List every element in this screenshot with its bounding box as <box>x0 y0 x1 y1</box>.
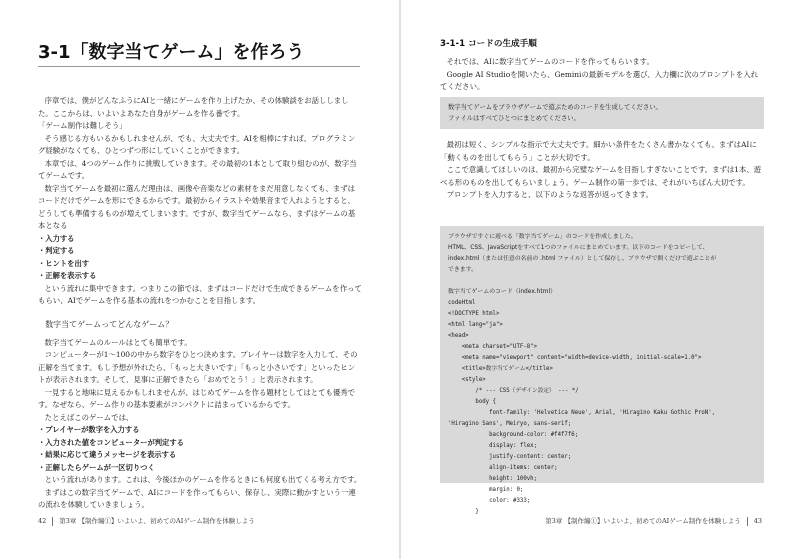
code-line: color: #333; <box>448 498 531 504</box>
book-gutter <box>399 0 401 559</box>
code-line: <head> <box>448 333 469 339</box>
code-line: display: flex; <box>448 443 538 449</box>
code-line: 'Hiragino Sans', Meiryo, sans-serif; <box>448 421 572 427</box>
prompt-line: 数字当てゲームをブラウザゲームで遊ぶためのコードを生成してください。 <box>448 104 662 111</box>
response-box <box>440 226 764 515</box>
footer-chapter-title: 【制作編①】いよいよ、初めてのAIゲーム制作を体験しよう <box>564 517 741 525</box>
code-line: body { <box>448 399 496 405</box>
bullet-item: ・ 正解を表示する <box>38 270 362 283</box>
response-note: HTML、CSS、JavaScriptをすべて1つのファイルにまとめています。以下のコードをコピーして、 <box>448 245 709 251</box>
page-number: 42 <box>38 517 47 525</box>
paragraph: たとえばこのゲームでは、 <box>44 412 134 422</box>
code-line: height: 100vh; <box>448 476 538 482</box>
response-note: index.html（または任意の名前の .html ファイル）として保存し、ブラウザで開くだけで遊ぶことが <box>448 256 717 262</box>
paragraph: ここで意識してほしいのは、最初から完璧なゲームを目指しすぎないことです。まずは1本、遊べる形のものを出してもらいましょう。ゲーム制作の第一歩では、それがいちばん大切です。 <box>440 165 762 187</box>
paragraph: Google AI Studioを開いたら、Geminiの最新モデルを選び、入力欄に次のプロンプトを入れてください。 <box>440 69 759 91</box>
paragraph: という流れがあります。これは、今後ほかのゲームを作るときにも何度も出てくる考え方です。 <box>44 475 362 484</box>
paragraph: そう感じる方もいるかもしれませんが、でも、大丈夫です。AIを相棒にすれば、プログラミング経験がなくても、ひとつずつ形にしていくことができます。 <box>38 133 356 155</box>
code-line: <meta charset="UTF-8"> <box>448 344 538 350</box>
bullet-item: ・ 入力された値をコンピューターが判定する <box>38 437 362 450</box>
code-line: <html lang="ja"> <box>448 322 503 328</box>
paragraph: 一見すると地味に見えるかもしれませんが、はじめてゲームを作る題材としてはとても優秀です。なぜなら、ゲーム作りの基本要素がコンパクトに詰まっているからです。 <box>38 387 356 409</box>
right-intro <box>440 56 764 94</box>
bullet-list <box>38 424 362 474</box>
code-line: <style> <box>448 377 486 383</box>
bullet-item: ・ 入力する <box>38 233 362 246</box>
right-footer <box>545 516 762 526</box>
bullet-item: ・ 正解したらゲームが一区切りつく <box>38 462 362 475</box>
paragraph: 数字当てゲームを最初に選んだ理由は、画像や音楽などの素材をまだ用意しなくても、まずはコードだけでゲームを形にできるからです。最初からイラストや効果音まで入れようとすると、どうしても準備するものが増えてしまいます。ですが、数字当てゲームなら、まずはゲームの基本となる <box>38 183 356 230</box>
paragraph: 最初は短く、シンプルな指示で大丈夫です。細かい条件をたくさん書かなくても、まずはAIに「動くものを出してもらう」ことが大切です。 <box>440 140 757 162</box>
bullet-list <box>38 233 362 283</box>
bullet-item: ・ ヒントを出す <box>38 258 362 271</box>
title-rule <box>38 66 360 67</box>
code-line: <!DOCTYPE html> <box>448 311 500 317</box>
quote-line: 「ゲーム制作は難しそう」 <box>38 121 127 130</box>
left-footer <box>38 516 255 526</box>
response-note: できます。 <box>448 267 477 273</box>
bullet-item: ・ 判定する <box>38 245 362 258</box>
code-line: codeHtml <box>448 300 476 306</box>
paragraph: プロンプトを入力すると、以下のような返答が返ってきます。 <box>446 190 654 199</box>
code-line: align-items: center; <box>448 465 558 471</box>
prompt-line: ファイルはすべてひとつにまとめてください。 <box>448 115 580 122</box>
code-line: } <box>448 509 479 515</box>
code-line: justify-content: center; <box>448 454 572 460</box>
response-note <box>448 276 756 287</box>
paragraph: それでは、AIに数字当てゲームのコードを作ってもらいます。 <box>446 57 654 66</box>
paragraph: コンピューターが1〜100の中から数字をひとつ決めます。プレイヤーは数字を入力して、その正解を当てます。もし予想が外れたら、「もっと大きいです」「もっと小さいです」といったヒントが表示されます。そして、見事に正解できたら「おめでとう！」と表示されます。 <box>38 350 358 384</box>
bullet-item: ・ プレイヤーが数字を入力する <box>38 424 362 437</box>
section-title: 3-1「数字当てゲーム」を作ろう <box>38 42 305 63</box>
code-line: <title>数字当てゲーム</title> <box>448 366 553 372</box>
paragraph: 数字当てゲームのルールはとても簡単です。 <box>44 337 192 347</box>
footer-divider <box>52 517 53 526</box>
prompt-box <box>440 97 764 129</box>
footer-chapter-title: 【制作編①】いよいよ、初めてのAIゲーム制作を体験しよう <box>78 517 255 525</box>
code-caption: 数字当てゲームのコード（index.html） <box>448 289 556 295</box>
code-line: <meta name="viewport" content="width=device-width, initial-scale=1.0"> <box>448 355 702 361</box>
right-body <box>440 139 764 202</box>
paragraph: 序章では、僕がどんなふうにAIと一緒にゲームを作り上げたか、その体験談をお話ししました。ここからは、いよいよあなた自身がゲームを作る番です。 <box>38 96 349 118</box>
code-line: background-color: #f4f7f6; <box>448 432 579 438</box>
code-line: font-family: 'Helvetica Neue', Arial, 'Hiragino Kaku Gothic ProN', <box>448 410 716 416</box>
code-line: margin: 0; <box>448 487 524 493</box>
subsection-title: 3-1-1 コードの生成手順 <box>440 39 537 49</box>
footer-chapter: 第3章 <box>59 517 77 525</box>
page-number: 43 <box>753 517 762 525</box>
code-line: /* --- CSS（デザイン設定） --- */ <box>448 388 579 394</box>
footer-divider <box>747 517 748 526</box>
bullet-item: ・ 結果に応じて違うメッセージを表示する <box>38 449 362 462</box>
left-body <box>38 95 362 512</box>
footer-chapter: 第3章 <box>545 517 563 525</box>
section-heading: 数字当てゲームってどんなゲーム？ <box>45 319 174 329</box>
response-note: ブラウザですぐに遊べる「数字当てゲーム」のコードを作成しました。 <box>448 234 637 240</box>
paragraph: まずはこの数字当てゲームで、AIにコードを作ってもらい、保存し、実際に動かすという一連の流れを体験していきましょう。 <box>38 487 356 509</box>
paragraph: 本章では、4つのゲーム作りに挑戦していきます。その最初の1本として取り組むのが、数字当てゲームです。 <box>38 158 357 180</box>
paragraph: という流れに集中できます。つまりこの節では、まずはコードだけで生成できるゲームを作ってもらい、AIでゲームを作る基本の流れをつかむことを目指します。 <box>38 283 362 305</box>
